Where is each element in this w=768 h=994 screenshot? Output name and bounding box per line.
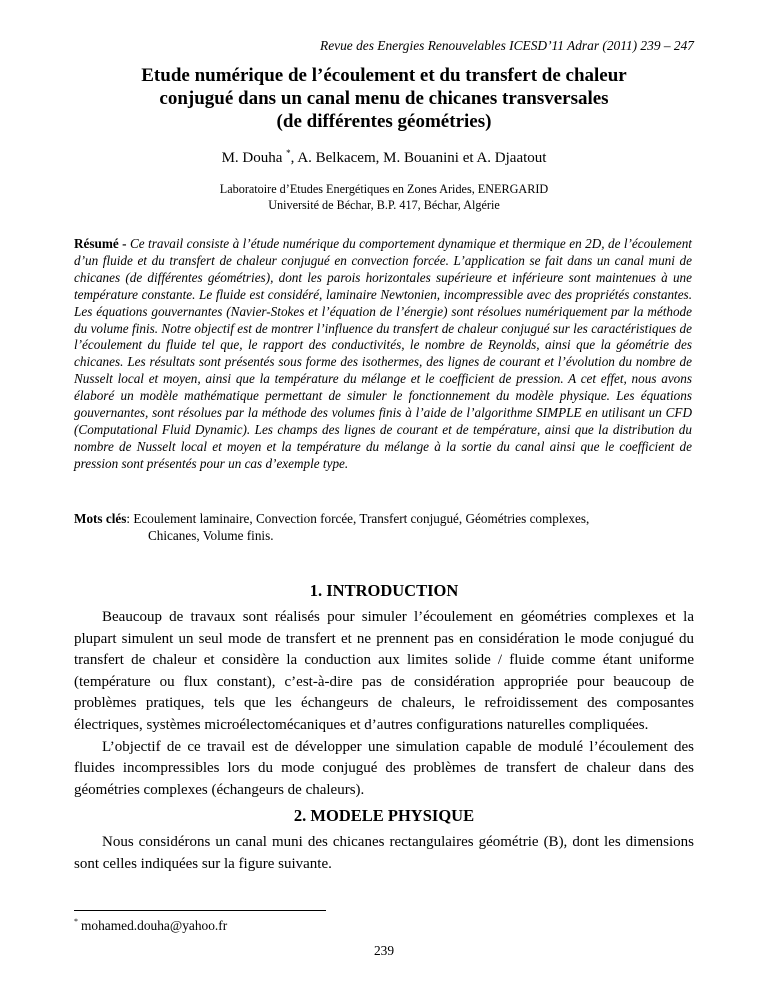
affiliation (0, 181, 768, 213)
author-first: M. Douha (221, 150, 287, 166)
section-body-modele-physique (74, 832, 694, 875)
section-heading-introduction: 1. INTRODUCTION (309, 581, 459, 600)
title-line: Etude numérique de l’écoulement et du transfert de chaleur (141, 65, 627, 86)
footnote (74, 917, 227, 934)
title-line: conjugué dans un canal menu de chicanes transversales (159, 88, 609, 109)
abstract-text: Ce travail consiste à l’étude numérique du comportement dynamique et thermique en 2D, de l’écoulement d’un fluide et du transfert de chaleur conjugué en convection forcée. L’application se fait dans un canal muni de chicanes (de différentes géométries), dont les parois horizontales supérieure et inférieure sont maintenues à une température constante. Le fluide est considéré, laminaire Newtonien, incompressible avec des propriétés constantes. Les équations gouvernantes (Navier-Stokes et l’équation de l’énergie) sont résolues numériquement par la méthode du volume finis. Notre objectif est de montrer l’influence du transfert de chaleur conjugué sur les caractéristiques de l’écoulement du fluide tel que, le rapport des conductivités, le nombre de Reynolds, ainsi que la géométrie des chicanes. Les résultats sont présentés sous forme des isothermes, des lignes de courant et l’évolution du nombre de Nusselt local et moyen, ainsi que la température du mélange et le coefficient de pression. A cet effet, nous avons élaboré un modèle mathématique permettant de simuler le fonctionnement du modèle physique. Les équations gouvernantes, sont résolues par la méthode des volumes finis à l’aide de l’algorithme SIMPLE en utilisant un CFD (Computational Fluid Dynamic). Les champs des lignes de courant et de température, ainsi que la distribution du nombre de Nusselt local et moyen et la température du mélange à la sortie du canal ainsi que le coefficient de pression sont présentés pour un cas d’exemple type. (74, 236, 692, 471)
author-footnote-mark: * (286, 148, 291, 158)
paper-title (60, 64, 708, 133)
keywords-line-2: Chicanes, Volume finis. (148, 528, 274, 543)
affiliation-line: Université de Béchar, B.P. 417, Béchar, Algérie (268, 198, 500, 212)
keywords (74, 510, 692, 544)
keywords-text: : Ecoulement laminaire, Convection forcée, Transfert conjugué, Géométries complexes, (126, 511, 590, 526)
affiliation-line: Laboratoire d’Etudes Energétiques en Zones Arides, ENERGARID (219, 182, 549, 196)
page-number: 239 (373, 943, 395, 958)
footnote-divider (74, 910, 326, 911)
title-line: (de différentes géométries) (276, 111, 492, 132)
section-heading-modele-physique: 2. MODELE PHYSIQUE (293, 806, 475, 825)
abstract (74, 236, 692, 473)
keywords-line (74, 510, 692, 527)
paragraph: Beaucoup de travaux sont réalisés pour simuler l’écoulement en géométries complexes et la plupart simulent un seul mode de transfert et ne prennent pas en considération le mode conjugué du transfert de chaleur et considère la conduction aux limites solide / fluide comme étant uniforme (température ou flux constant), c’est-à-dire pas de considération appropriée pour beaucoup de problèmes pratiques, tels que les échangeurs de chaleurs, le refroidissement des composantes électriques, systèmes microélectomécaniques et d’autres configurations naturelles compliquées. (74, 609, 694, 733)
section-body-introduction (74, 607, 694, 801)
abstract-label: Résumé (74, 236, 119, 251)
author-list (0, 148, 768, 167)
journal-header: Revue des Energies Renouvelables ICESD’11 Adrar (2011) 239 – 247 (320, 38, 694, 53)
author-rest: , A. Belkacem, M. Bouanini et A. Djaatout (290, 150, 547, 166)
paragraph: L’objectif de ce travail est de développer une simulation capable de modulé l’écoulement des fluides incompressibles lors du mode conjugué des problèmes de transfert de chaleur dans des géométries complexes (échangeurs de chaleurs). (74, 738, 694, 798)
footnote-email[interactable]: mohamed.douha@yahoo.fr (81, 918, 228, 933)
paragraph: Nous considérons un canal muni des chicanes rectangulaires géométrie (B), dont les dimensions sont celles indiquées sur la figure suivante. (74, 834, 694, 872)
footnote-mark: * (74, 917, 78, 926)
abstract-separator: - (118, 236, 130, 251)
keywords-label: Mots clés (74, 511, 127, 526)
